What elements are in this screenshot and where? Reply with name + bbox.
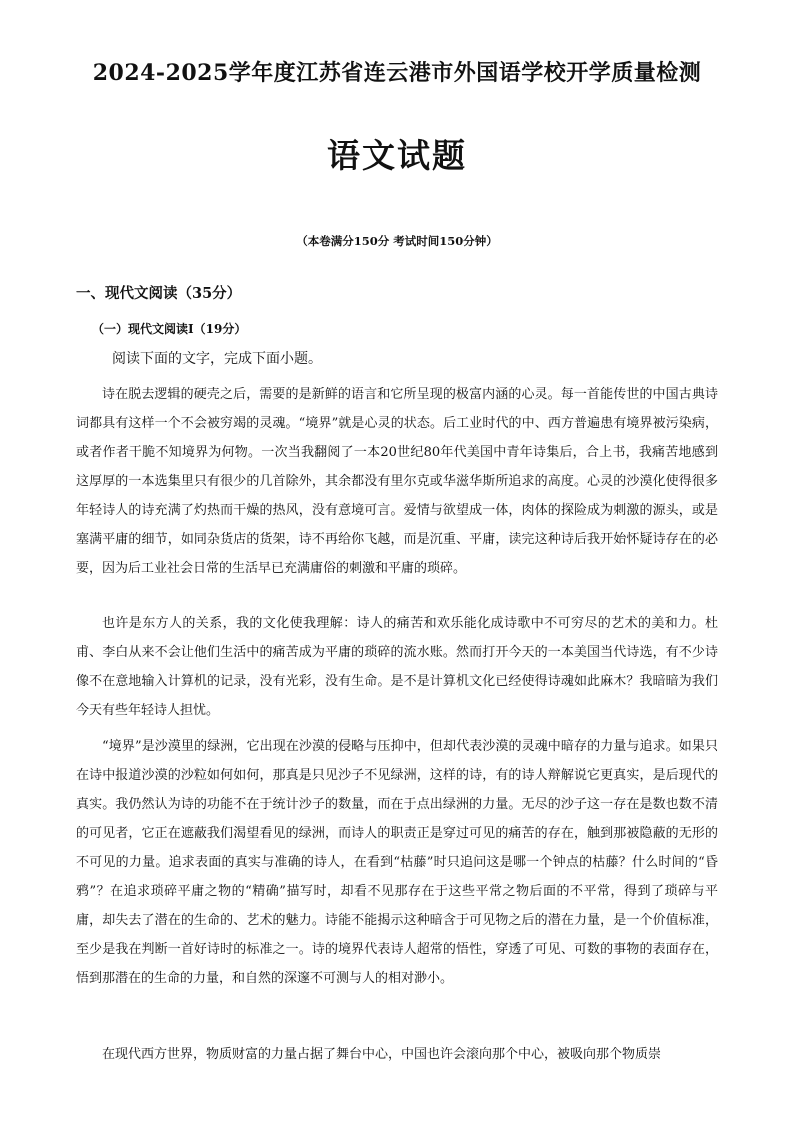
passage-paragraph-4: 在现代西方世界，物质财富的力量占据了舞台中心，中国也许会滚向那个中心，被吸向那个物质崇 — [102, 1047, 662, 1062]
exam-title: 2024-2025学年度江苏省连云港市外国语学校开学质量检测 — [92, 60, 702, 86]
reading-instruction: 阅读下面的文字，完成下面小题。 — [112, 351, 322, 367]
subject-title: 语文试题 — [327, 136, 467, 175]
passage-paragraph-2: 也许是东方人的关系，我的文化使我理解：诗人的痛苦和欢乐能化成诗歌中不可穷尽的艺术的美和力。杜甫、李白从来不会让他们生活中的痛苦成为平庸的琐碎的流水账。然而打开今天的一本美国当代诗选，有不少诗像不在意地输入计算机的记录，没有光彩，没有生命。是不是计算机文化已经使得诗魂如此麻木？我暗暗为我们今天有些年轻诗人担忧。 — [76, 616, 718, 718]
passage-paragraph-1: 诗在脱去逻辑的硬壳之后，需要的是新鲜的语言和它所呈现的极富内涵的心灵。每一首能传世的中国古典诗词都具有这样一个不会被穷竭的灵魂。“境界”就是心灵的状态。后工业时代的中、西方普遍患有境界被污染病，或者作者干脆不知境界为何物。一次当我翻阅了一本20世纪80年代美国中青年诗集后，合上书，我痛苦地感到这厚厚的一本选集里只有很少的几首除外，其余都没有里尔克或华滋华斯所追求的高度。心灵的沙漠化使得很多年轻诗人的诗充满了灼热而干燥的热风，没有意境可言。爱情与欲望成一体，肉体的探险成为刺激的源头，或是塞满平庸的细节，如同杂货店的货架，诗不再给你飞越，而是沉重、平庸，读完这种诗后我开始怀疑诗存在的必要，因为后工业社会日常的生活早已充满庸俗的刺激和平庸的琐碎。 — [76, 387, 718, 576]
subsection-heading: （一）现代文阅读I（19分） — [92, 322, 247, 336]
exam-note: （本卷满分150分 考试时间150分钟） — [296, 234, 498, 248]
passage-paragraph-3: “境界”是沙漠里的绿洲，它出现在沙漠的侵略与压抑中，但却代表沙漠的灵魂中暗存的力量与追求。如果只在诗中报道沙漠的沙粒如何如何，那真是只见沙子不见绿洲，这样的诗，有的诗人辩解说它更真实，是后现代的真实。我仍然认为诗的功能不在于统计沙子的数量，而在于点出绿洲的力量。无尽的沙子这一存在是数也数不清的可见者，它正在遮蔽我们渴望看见的绿洲，而诗人的职责正是穿过可见的痛苦的存在，触到那被隐蔽的无形的不可见的力量。追求表面的真实与准确的诗人，在看到“枯藤”时只追问这是哪一个钟点的枯藤？什么时间的“昏鸦”？在追求琐碎平庸之物的“精确”描写时，却看不见那存在于这些平常之物后面的不平常，得到了琐碎与平庸，却失去了潜在的生命的、艺术的魅力。诗能不能揭示这种暗含于可见物之后的潜在力量，是一个价值标准，至少是我在判断一首好诗时的标准之一。诗的境界代表诗人超常的悟性，穿透了可见、可数的事物的表面存在，悟到那潜在的生命的力量，和自然的深邃不可测与人的相对渺小。 — [76, 739, 718, 986]
section-heading: 一、现代文阅读（35分） — [76, 285, 242, 302]
